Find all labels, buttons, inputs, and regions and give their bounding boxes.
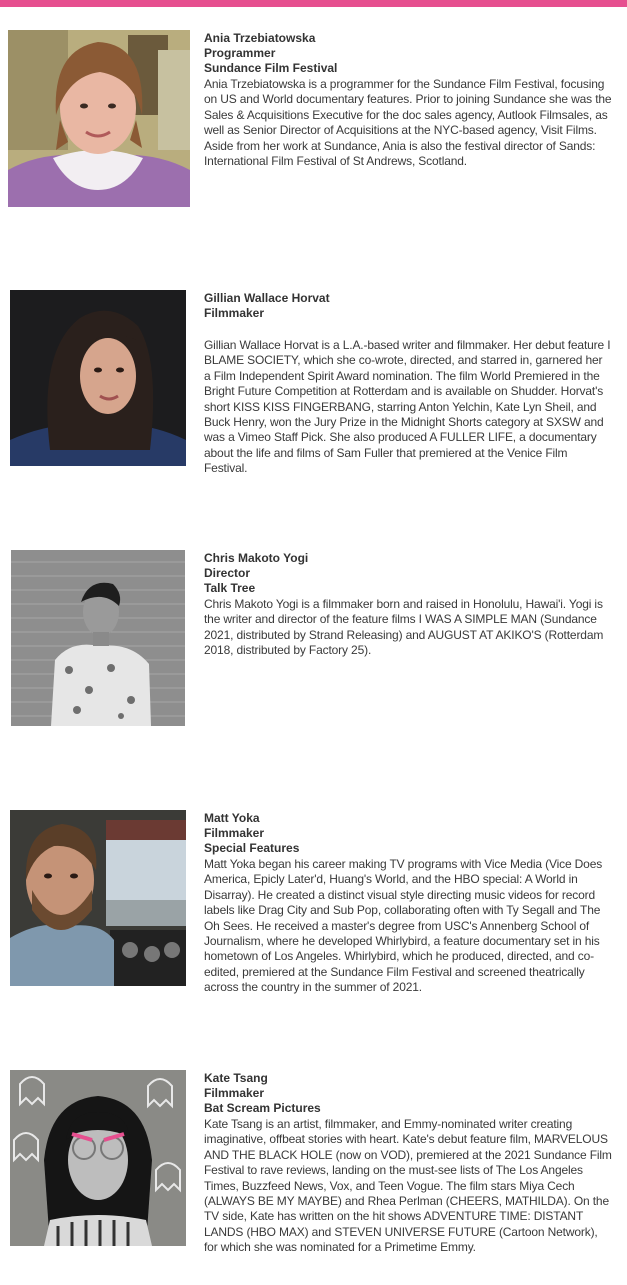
person-organization: Talk Tree [204, 581, 256, 595]
portrait-photo [10, 1070, 186, 1246]
person-name: Gillian Wallace Horvat [204, 291, 330, 305]
person-name: Kate Tsang [204, 1071, 268, 1085]
person-info [204, 811, 612, 996]
person-info [204, 551, 612, 659]
person-role: Filmmaker [204, 826, 265, 840]
person-bio: Kate Tsang is an artist, filmmaker, and Emmy-nominated writer creating imaginative, offbeat stories with heart. Kate's debut feature film, MARVELOUS AND THE BLACK HOLE (now on VOD), premiered at the 2021 Sundance Film Festival to rave reviews, landing on the must-see lists of The Los Angeles Times, Buzzfeed News, Vox, and Teen Vogue. The film stars Miya Cech (ALWAYS BE MY MAYBE) and Rhea Perlman (CHEERS, MATHILDA). On the TV side, Kate has written on the hit shows ADVENTURE TIME: DISTANT LANDS (HBO MAX) and STEVEN UNIVERSE FUTURE (Cartoon Network), for which she was nominated for a Primetime Emmy. [204, 1117, 612, 1255]
person-role: Programmer [204, 46, 276, 60]
person-organization: Special Features [204, 841, 300, 855]
person-name: Chris Makoto Yogi [204, 551, 309, 565]
person-name: Ania Trzebiatowska [204, 31, 316, 45]
person-organization: Bat Scream Pictures [204, 1101, 321, 1115]
portrait-photo [10, 810, 186, 986]
person-info [204, 31, 612, 169]
person-role: Filmmaker [204, 1086, 265, 1100]
person-role: Director [204, 566, 251, 580]
portrait-photo [11, 550, 185, 726]
person-bio: Matt Yoka began his career making TV programs with Vice Media (Vice Does America, Epicly Later'd, Huang's World, and the HBO special: A World in Disarray). He created a distinct visual style directing music videos for record labels like Drag City and Sub Pop, collaborating often with Ty Segall and The Oh Sees. He received a master's degree from USC's Annenberg School of Journalism, where he developed Whirlybird, a feature documentary set in his hometown of Los Angeles. Whirlybird, which he produced, directed, and co-edited, premiered at the Sundance Film Festival and screened theatrically across the country in the summer of 2021. [204, 857, 603, 995]
portrait-photo [8, 30, 190, 207]
person-bio: Chris Makoto Yogi is a filmmaker born and raised in Honolulu, Hawai'i. Yogi is the writer and director of the feature films I WAS A SIMPLE MAN (Sundance 2021, distributed by Strand Releasing) and AUGUST AT AKIKO'S (Rotterdam 2018, distributed by Factory 25). [204, 597, 604, 658]
person-info [204, 291, 612, 477]
person-info [204, 1071, 612, 1256]
person-organization: Sundance Film Festival [204, 61, 338, 75]
person-bio: Ania Trzebiatowska is a programmer for the Sundance Film Festival, focusing on US and World documentary features. Prior to joining Sundance she was the Sales & Acquisitions Executive for the doc sales agency, Autlook Filmsales, as well as Senior Director of Acquisitions at the NYC-based agency, Visit Films. Aside from her work at Sundance, Ania is also the festival director of Sands: International Film Festival of St Andrews, Scotland. [204, 77, 612, 169]
portrait-photo [10, 290, 186, 466]
person-bio: Gillian Wallace Horvat is a L.A.-based writer and filmmaker. Her debut feature I BLAME SOCIETY, which she co-wrote, directed, and starred in, garnered her a Film Independent Spirit Award nomination. The film World Premiered in the Bright Future Competition at Rotterdam and is available on Shudder. Horvat's short KISS KISS FINGERBANG, starring Anton Yelchin, Kate Lyn Sheil, and Buck Henry, won the Jury Prize in the Midnight Shorts category at SXSW and was a Vimeo Staff Pick. She also produced A FULLER LIFE, a documentary about the life and films of Sam Fuller that premiered at the Venice Film Festival. [204, 338, 611, 476]
top-accent-bar [0, 0, 627, 7]
person-name: Matt Yoka [204, 811, 260, 825]
person-role: Filmmaker [204, 306, 265, 320]
